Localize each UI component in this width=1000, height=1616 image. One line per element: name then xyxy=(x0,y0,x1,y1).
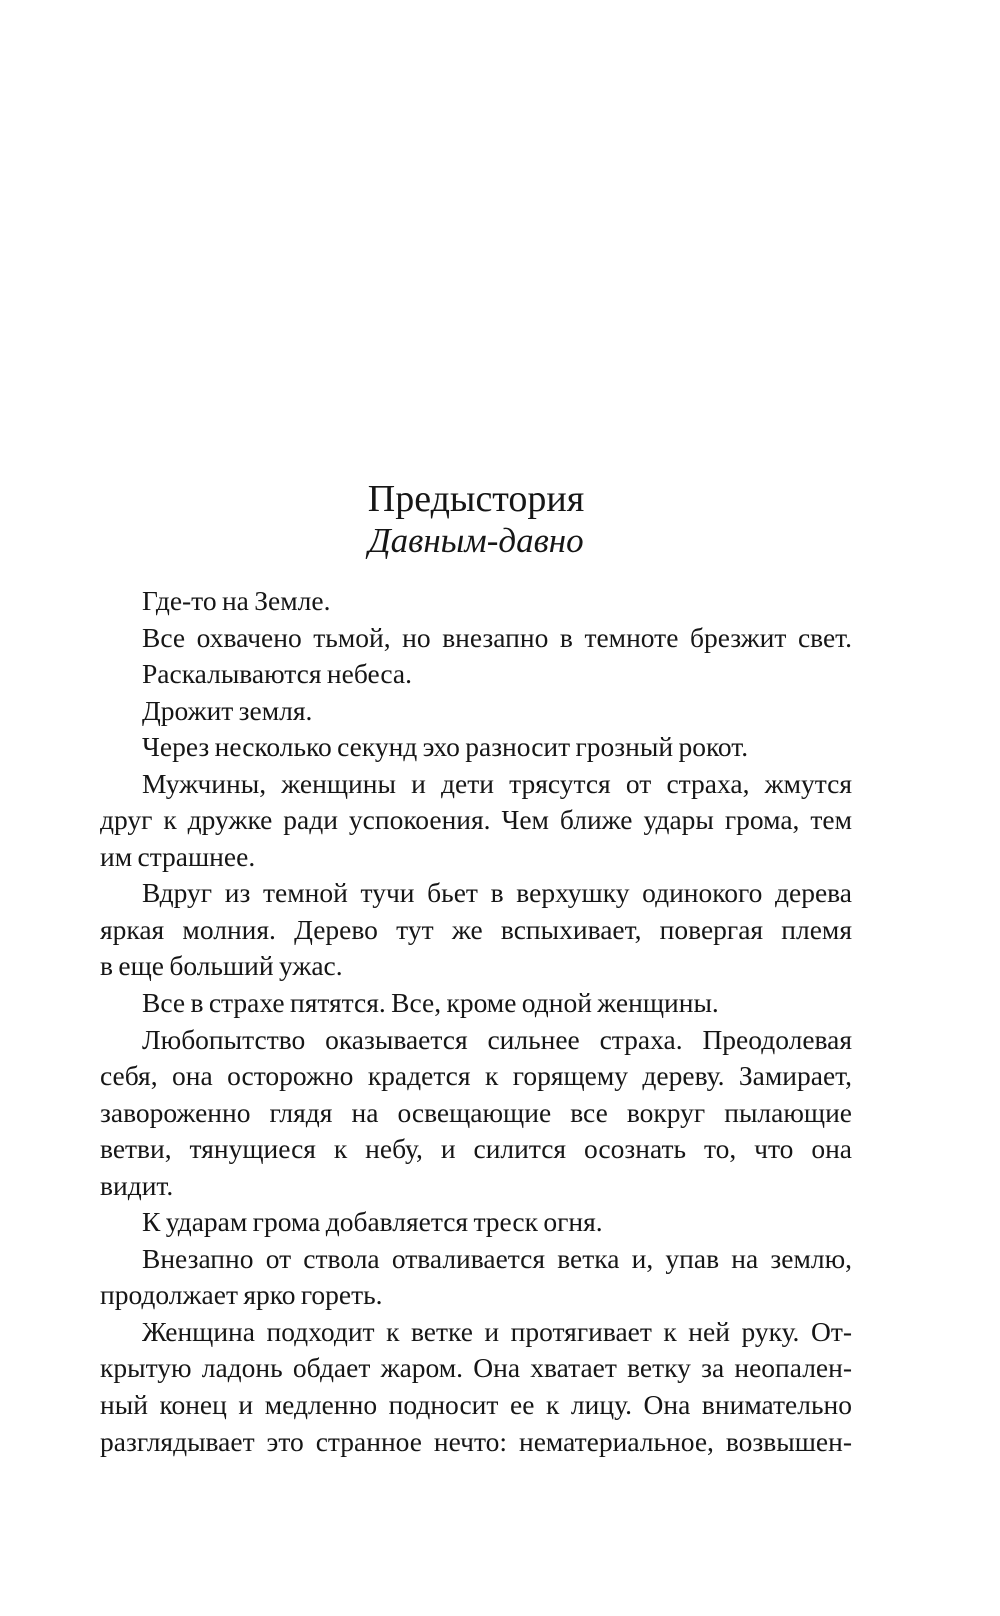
text-line: Все охвачено тьмой, но внезапно в темноте брезжит свет. xyxy=(142,621,852,653)
text-line: продолжает ярко гореть. xyxy=(100,1279,383,1311)
text-line: Внезапно от ствола отваливается ветка и, упав на землю, xyxy=(142,1242,852,1274)
text-line: яркая молния. Дерево тут же вспыхивает, повергая племя xyxy=(100,913,852,945)
text-line: разглядывает это странное нечто: нематериальное, возвышен- xyxy=(100,1425,852,1457)
text-line: Женщина подходит к ветке и протягивает к ней руку. От- xyxy=(142,1315,852,1347)
text-line: завороженно глядя на освещающие все вокруг пылающие xyxy=(100,1096,852,1128)
chapter-title: Предыстория xyxy=(367,478,585,520)
text-line: им страшнее. xyxy=(100,840,256,872)
text-line: ветви, тянущиеся к небу, и силится осознать то, что она xyxy=(100,1133,852,1165)
text-line: в еще больший ужас. xyxy=(100,950,343,982)
text-line: Любопытство оказывается сильнее страха. Преодолевая xyxy=(142,1023,852,1055)
text-line: Все в страхе пятятся. Все, кроме одной женщины. xyxy=(142,987,719,1019)
body-text xyxy=(100,583,852,1460)
text-line: себя, она осторожно крадется к горящему дереву. Замирает, xyxy=(100,1060,852,1092)
chapter-subtitle: Давным-давно xyxy=(368,521,584,560)
text-line: Через несколько секунд эхо разносит грозный рокот. xyxy=(142,731,749,763)
text-line: друг к дружке ради успокоения. Чем ближе удары грома, тем xyxy=(100,804,852,836)
text-line: Раскалываются небеса. xyxy=(142,658,412,690)
text-line: Мужчины, женщины и дети трясутся от страха, жмутся xyxy=(142,767,852,799)
text-line: крытую ладонь обдает жаром. Она хватает ветку за неопален- xyxy=(100,1352,852,1384)
text-line: видит. xyxy=(100,1169,174,1201)
text-line: К ударам грома добавляется треск огня. xyxy=(142,1206,603,1238)
text-line: ный конец и медленно подносит ее к лицу. Она внимательно xyxy=(100,1389,852,1421)
text-line: Где-то на Земле. xyxy=(142,585,331,616)
text-line: Дрожит земля. xyxy=(142,694,313,726)
text-line: Вдруг из темной тучи бьет в верхушку одинокого дерева xyxy=(142,877,852,909)
